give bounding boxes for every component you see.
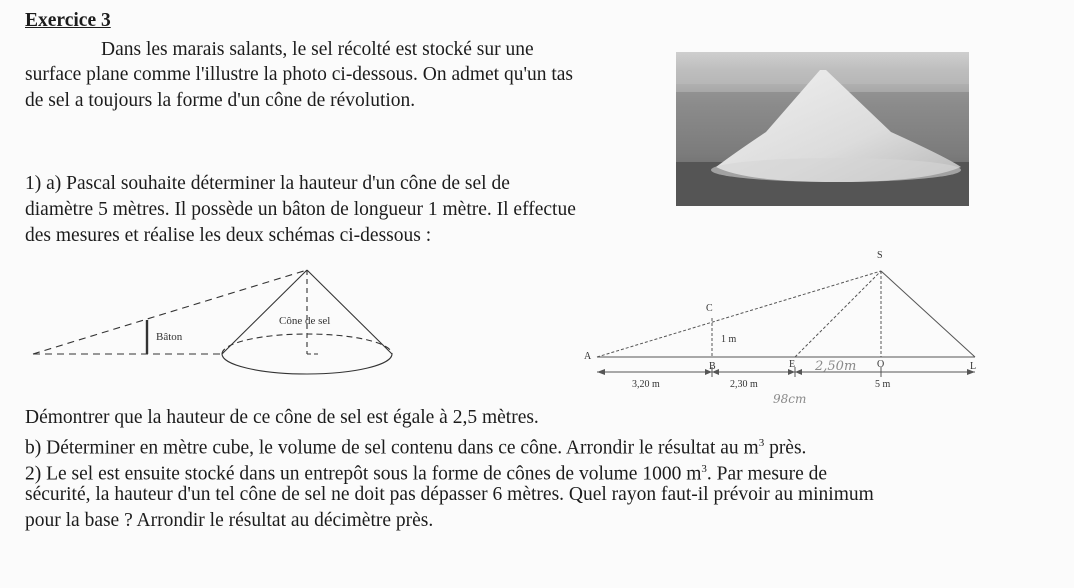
dist-EL: 5 m bbox=[875, 379, 891, 390]
q1b-sup: 3 bbox=[758, 437, 765, 449]
demonstrate-line: Démontrer que la hauteur de ce cône de sel est égale à 2,5 mètres. bbox=[25, 407, 539, 428]
q1a-line-3: des mesures et réalise les deux schémas ci-dessous : bbox=[25, 225, 432, 246]
point-E: E bbox=[789, 359, 796, 370]
point-O: O bbox=[877, 359, 885, 370]
intro-line-1: Dans les marais salants, le sel récolté est stocké sur une bbox=[101, 39, 534, 60]
dist-AB: 3,20 m bbox=[632, 379, 660, 390]
handwritten-98cm: 98cm bbox=[773, 392, 807, 406]
q1a-line-2: diamètre 5 mètres. Il possède un bâton de longueur 1 mètre. Il effectue bbox=[25, 199, 576, 220]
stick-label: Bâton bbox=[156, 331, 183, 343]
dist-BE: 2,30 m bbox=[730, 379, 758, 390]
q2-line-3: pour la base ? Arrondir le résultat au décimètre près. bbox=[25, 510, 434, 531]
point-B: B bbox=[709, 361, 716, 372]
q2-text-b: . Par mesure de bbox=[706, 463, 828, 485]
q1a-line-1: 1) a) Pascal souhaite déterminer la hauteur d'un cône de sel de bbox=[25, 173, 510, 194]
intro-line-3: de sel a toujours la forme d'un cône de révolution. bbox=[25, 90, 416, 111]
q2-sup: 3 bbox=[701, 463, 707, 475]
point-A: A bbox=[584, 351, 592, 362]
cone-label: Cône de sel bbox=[279, 315, 331, 327]
left-figure bbox=[25, 262, 415, 387]
q1b-text: b) Déterminer en mètre cube, le volume de sel contenu dans ce cône. Arrondir le résultat au m bbox=[25, 437, 759, 459]
point-C: C bbox=[706, 303, 713, 314]
q2-text-a: 2) Le sel est ensuite stocké dans un entrepôt sous la forme de cônes de volume 1000 m bbox=[25, 463, 702, 485]
right-figure bbox=[575, 245, 995, 410]
point-S: S bbox=[877, 250, 883, 261]
q1b-end: près. bbox=[764, 437, 807, 459]
salt-cone-photo bbox=[676, 52, 969, 206]
exercise-title: Exercice 3 bbox=[25, 10, 111, 31]
intro-line-2: surface plane comme l'illustre la photo ci-dessous. On admet qu'un tas bbox=[25, 64, 574, 85]
point-L: L bbox=[970, 361, 977, 372]
length-1m: 1 m bbox=[721, 334, 737, 345]
handwritten-EO: 2,50m bbox=[815, 359, 857, 374]
q2-line-2: sécurité, la hauteur d'un tel cône de sel ne doit pas dépasser 6 mètres. Quel rayon faut-il prévoir au minimum bbox=[25, 484, 874, 505]
